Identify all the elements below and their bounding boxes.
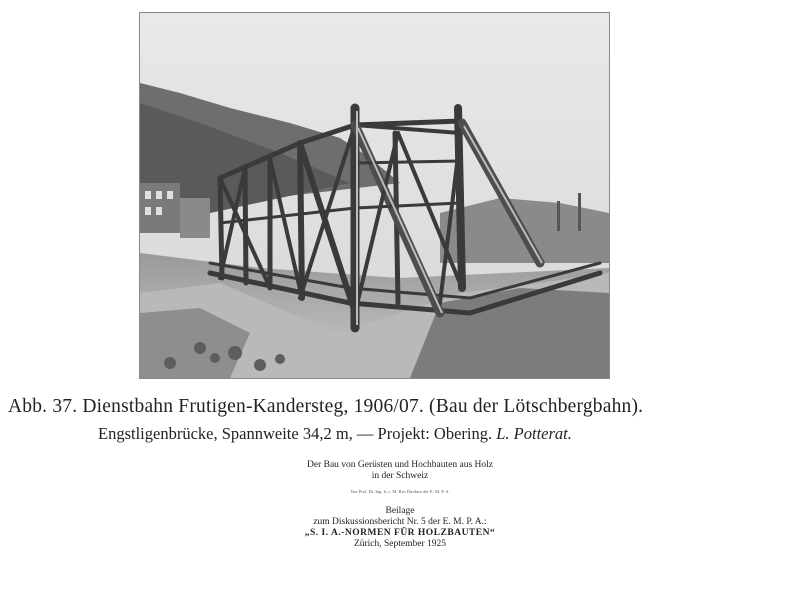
figure-caption-detail bbox=[98, 424, 572, 444]
figure-caption-title: Abb. 37. Dienstbahn Frutigen-Kandersteg, 1906/07. (Bau der Lötschbergbahn). bbox=[8, 396, 644, 417]
bridge-photograph bbox=[139, 12, 610, 379]
caption-detail-text: Engstligenbrücke, Spannweite 34,2 m, — Projekt: Obering. bbox=[98, 424, 493, 443]
standard-title: „S. I. A.-NORMEN FÜR HOLZBAUTEN“ bbox=[304, 528, 496, 538]
engineer-name: L. Potterat. bbox=[496, 424, 572, 443]
bridge-photo-illustration bbox=[140, 13, 609, 378]
document-title-line2: in der Schweiz bbox=[371, 471, 429, 481]
place-date: Zürich, September 1925 bbox=[353, 539, 447, 549]
supplement-label: Beilage bbox=[385, 506, 415, 516]
author-line: Von Prof. Dr. Ing. h. c. M. Ros Direktor der E. M. P. A. bbox=[350, 489, 450, 494]
report-line: zum Diskussionsbericht Nr. 5 der E. M. P. A.: bbox=[313, 517, 487, 527]
document-title-line1: Der Bau von Gerüsten und Hochbauten aus Holz bbox=[307, 460, 493, 470]
